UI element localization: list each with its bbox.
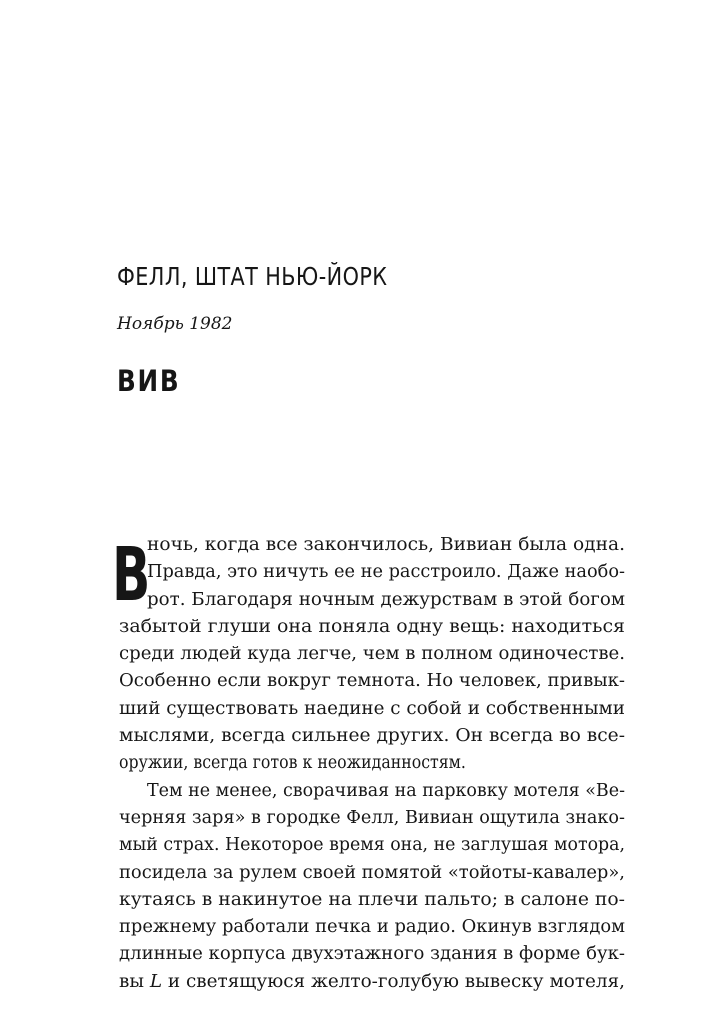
text-line-content: посидела за рулем своей помятой «тойоты-кавалер», <box>119 862 625 883</box>
chapter-title: ВИВ <box>117 364 181 398</box>
text-line-content: мыслями, всегда сильнее других. Он всегда во все- <box>119 726 625 747</box>
text-segment: и светящуюся желто-голубую вывеску мотеля, <box>167 971 626 992</box>
text-line-content: прежнему работали печка и радио. Окинув взглядом <box>119 917 625 938</box>
text-line <box>119 941 625 968</box>
text-line-content: черняя заря» в городке Фелл, Вивиан ощутила знако- <box>119 807 625 828</box>
text-line-content: мый страх. Некоторое время она, не заглушая мотора, <box>119 835 625 856</box>
text-line-content: длинные корпуса двухэтажного здания в форме бук- <box>119 944 625 965</box>
text-line-content: кутаясь в накинутое на плечи пальто; в салоне по- <box>119 889 625 910</box>
text-line-content: ночь, когда все закончилось, Вивиан была одна. <box>147 535 625 555</box>
text-line-content: Тем не менее, сворачивая на парковку мотеля «Ве- <box>147 780 625 801</box>
text-line <box>119 860 625 887</box>
place-heading: ФЕЛЛ, ШТАТ НЬЮ-ЙОРК <box>117 262 388 291</box>
text-line-content: оружии, всегда готов к неожиданностям. <box>119 753 466 774</box>
text-line <box>119 969 625 996</box>
text-line <box>119 696 625 723</box>
text-line-content: Особенно если вокруг темнота. Но человек, привык- <box>119 671 625 692</box>
text-line-content <box>119 969 625 996</box>
text-line-content: рот. Благодаря ночным дежурствам в этой богом <box>147 589 625 610</box>
text-line <box>119 832 625 859</box>
italic-letter: L <box>149 971 163 992</box>
text-line <box>119 641 625 668</box>
text-line <box>119 887 625 914</box>
text-line <box>119 614 625 641</box>
text-line-content: забытой глуши она поняла одну вещь: находиться <box>119 616 625 637</box>
text-line <box>119 587 625 614</box>
body-text <box>119 532 625 996</box>
date-line: Ноябрь 1982 <box>117 314 233 334</box>
text-line <box>119 914 625 941</box>
text-line <box>119 668 625 695</box>
text-line-last <box>119 750 625 777</box>
text-line <box>119 723 625 750</box>
text-line-content: ший существовать наедине с собой и собственными <box>119 698 625 719</box>
text-line <box>119 559 625 586</box>
text-line-content: среди людей куда легче, чем в полном одиночестве. <box>119 644 625 665</box>
text-line <box>119 805 625 832</box>
drop-cap: В <box>112 532 151 618</box>
text-line <box>119 532 625 559</box>
text-segment: вы <box>119 971 144 992</box>
text-line-indented <box>119 778 625 805</box>
text-line-content: Правда, это ничуть ее не расстроило. Даже наобо- <box>147 562 625 583</box>
